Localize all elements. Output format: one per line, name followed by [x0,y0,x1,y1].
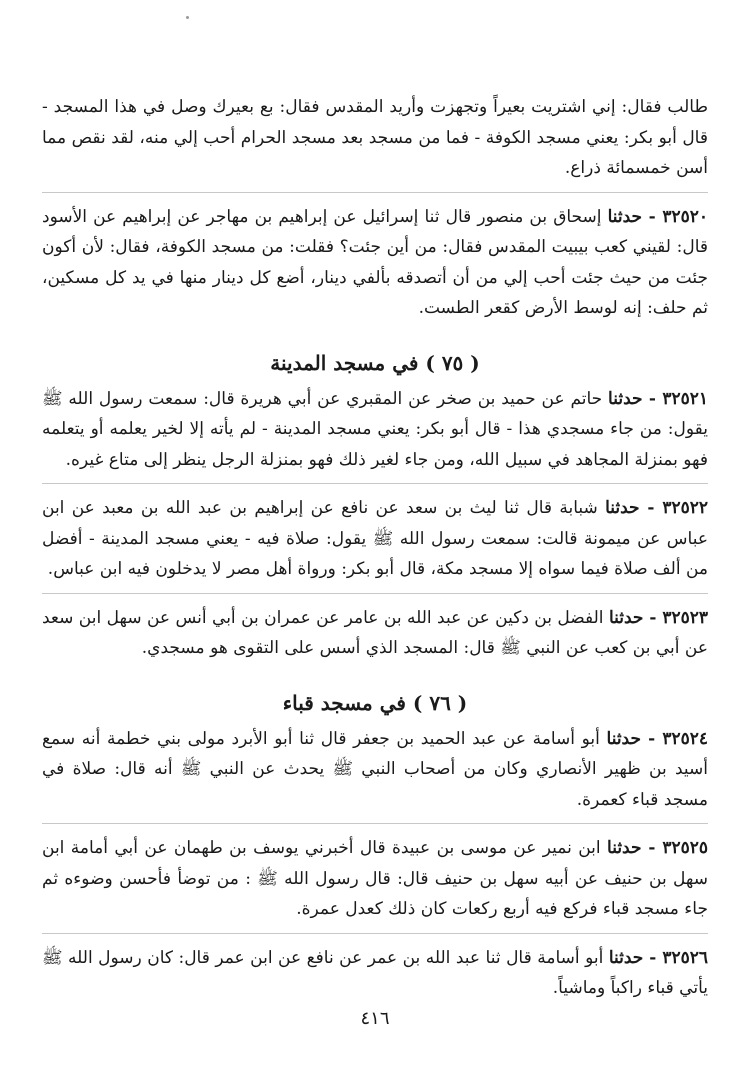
hadith-text: أبو أسامة قال ثنا عبد الله بن عمر عن نافع عن ابن عمر قال: كان رسول الله ﷺ يأتي قباء راكباً وماشياً. [42,947,708,998]
hadith-32523 [42,603,708,664]
hadith-32520 [42,202,708,324]
paragraph-continued [42,92,708,184]
hadith-32521 [42,384,708,476]
hadith-number: ٣٢٥٢٥ - حدثنا [607,838,708,858]
hadith-number: ٣٢٥٢١ - حدثنا [608,388,708,409]
paragraph-divider [42,483,708,484]
paragraph-divider [42,933,708,934]
paragraph-divider [42,192,708,193]
hadith-number: ٣٢٥٢٤ - حدثنا [606,728,708,749]
hadith-text: الفضل بن دكين عن عبد الله بن عامر عن عمران بن أبي أنس عن سهل ابن سعد عن أبي بن كعب عن النبي ﷺ قال: المسجد الذي أسس على التقوى هو مسجدي. [42,607,708,658]
paragraph-text: طالب فقال: إني اشتريت بعيراً وتجهزت وأريد المقدس فقال: بع بعيرك وصل في هذا المسجد - قال أبو بكر: يعني مسجد الكوفة - فما من مسجد بعد مسجد الحرام أحب إلي منه، لقد نقص مما أسن خمسمائة ذراع. [42,97,708,178]
hadith-32525 [42,833,708,925]
hadith-text: أبو أسامة عن عبد الحميد بن جعفر قال ثنا أبو الأبرد مولى بني خطمة أنه سمع أسيد بن ظهير الأنصاري وكان من أصحاب النبي ﷺ يحدث عن النبي ﷺ أنه قال: صلاة في مسجد قباء كعمرة. [42,728,708,810]
hadith-number: ٣٢٥٢٢ - حدثنا [605,498,708,518]
hadith-text: حاتم عن حميد بن صخر عن المقبري عن أبي هريرة قال: سمعت رسول الله ﷺ يقول: من جاء مسجدي هذا - قال أبو بكر: يعني مسجد المدينة - لم يأته إلا لخير يعلمه أو يتعلمه فهو بمنزلة المجاهد في سبيل الله، ومن جاء لغير ذلك فهو بمنزلة الرجل ينظر إلى متاع غيره. [42,388,708,470]
section-heading-75: ( ٧٥ ) في مسجد المدينة [270,350,480,375]
hadith-32522 [42,493,708,585]
hadith-text: شبابة قال ثنا ليث بن سعد عن نافع عن إبراهيم بن عبد الله بن معبد عن ابن عباس عن ميمونة قالت: سمعت رسول الله ﷺ يقول: صلاة فيه - يعني مسجد المدينة - أفضل من ألف صلاة فيما سواه إلا مسجد مكة، قال أبو بكر: ورواة أهل مصر لا يدخلون فيه ابن عباس. [42,498,708,579]
page-number: ٤١٦ [360,1008,390,1029]
section-heading-76: ( ٧٦ ) في مسجد قباء [282,690,468,715]
paragraph-divider [42,593,708,594]
paragraph-divider [42,823,708,824]
hadith-text: إسحاق بن منصور قال ثنا إسرائيل عن إبراهيم بن مهاجر عن إبراهيم عن الأسود قال: لقيني كعب بيبيت المقدس فقال: من أين جئت؟ فقلت: من مسجد الكوفة، فقال: لأن أكون جئت من حيث جئت أحب إلي من أن أتصدقه بألفي دينار، أضع كل دينار منها في يد كل مسكين، ثم حلف: إنه لوسط الأرض كقعر الطست. [42,206,708,318]
hadith-number: ٣٢٥٢٦ - حدثنا [608,947,708,968]
hadith-text: ابن نمير عن موسى بن عبيدة قال أخبرني يوسف بن طهمان عن أبي أمامة ابن سهل بن حنيف عن أبيه سهل بن حنيف قال: قال رسول الله ﷺ : من توضأ فأحسن وضوءه ثم جاء مسجد قباء فركع فيه أربع ركعات كان ذلك كعدل عمرة. [42,838,708,919]
document-page [42,92,708,1004]
hadith-32524 [42,724,708,816]
hadith-32526 [42,943,708,1004]
hadith-number: ٣٢٥٢٣ - حدثنا [608,607,708,628]
hadith-number: ٣٢٥٢٠ - حدثنا [607,206,708,227]
scan-speck [186,16,189,19]
